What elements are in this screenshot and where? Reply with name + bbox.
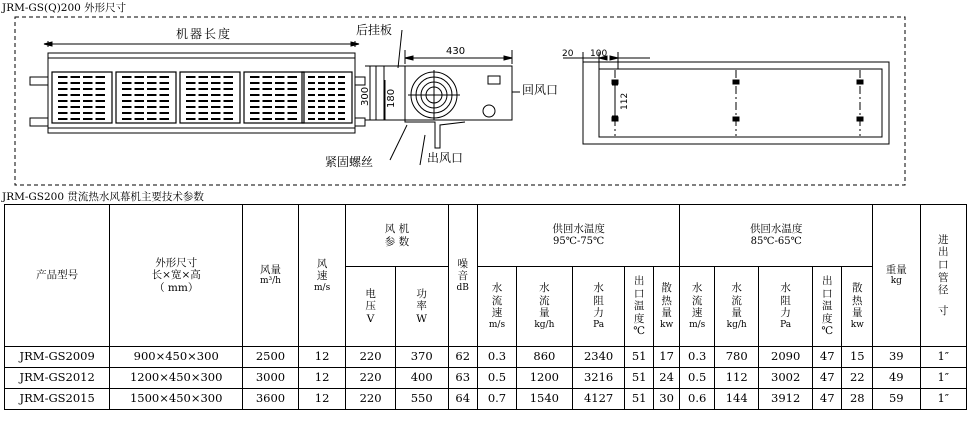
header-g1-heat-dissipation: 散 热 量 kw bbox=[653, 267, 679, 347]
label-machine-length: 机器长度 bbox=[176, 27, 233, 41]
spec-table bbox=[4, 204, 967, 410]
cell-g2-outlet-temp: 47 bbox=[813, 389, 842, 410]
header-model: 产品型号 bbox=[5, 205, 110, 347]
cell-noise: 64 bbox=[448, 389, 477, 410]
cell-g2-flow: 780 bbox=[715, 347, 759, 368]
cell-g1-resistance: 2340 bbox=[572, 347, 625, 368]
header-g2-water-velocity: 水 流 速 m/s bbox=[680, 267, 715, 347]
cell-model: JRM-GS2012 bbox=[5, 368, 110, 389]
header-group-85-65: 供回水温度 85℃-65℃ bbox=[680, 205, 873, 267]
label-outlet: 出风口 bbox=[427, 151, 464, 165]
header-voltage: 电 压 V bbox=[346, 267, 396, 347]
cell-g2-resistance: 3912 bbox=[759, 389, 813, 410]
cell-size: 1500×450×300 bbox=[110, 389, 243, 410]
cell-pipe: 1″ bbox=[920, 389, 967, 410]
header-g2-water-resistance: 水 阻 力 Pa bbox=[759, 267, 813, 347]
dim-300: 300 bbox=[360, 86, 371, 106]
drawing-caption: JRM-GS(Q)200 外形尺寸 bbox=[2, 2, 127, 14]
cell-weight: 49 bbox=[873, 368, 920, 389]
dim-100: 100 bbox=[590, 49, 608, 59]
cell-voltage: 220 bbox=[346, 347, 396, 368]
cell-g2-velocity: 0.6 bbox=[680, 389, 715, 410]
cell-g2-resistance: 3002 bbox=[759, 368, 813, 389]
header-g2-outlet-temp: 出 口 温 度 ℃ bbox=[813, 267, 842, 347]
cell-speed: 12 bbox=[298, 347, 345, 368]
cell-g2-velocity: 0.3 bbox=[680, 347, 715, 368]
label-back-plate: 后挂板 bbox=[356, 23, 393, 37]
header-fan-params: 风 机 参 数 bbox=[346, 205, 448, 267]
cell-airflow: 2500 bbox=[243, 347, 299, 368]
cell-power: 400 bbox=[395, 368, 448, 389]
dim-430: 430 bbox=[446, 46, 466, 57]
cell-model: JRM-GS2009 bbox=[5, 347, 110, 368]
dim-180: 180 bbox=[386, 88, 397, 108]
cell-g1-flow: 860 bbox=[516, 347, 572, 368]
cell-speed: 12 bbox=[298, 368, 345, 389]
cell-g1-outlet-temp: 51 bbox=[625, 347, 653, 368]
cell-pipe: 1″ bbox=[920, 347, 967, 368]
cell-weight: 39 bbox=[873, 347, 920, 368]
cell-g1-outlet-temp: 51 bbox=[625, 389, 653, 410]
cell-g1-velocity: 0.3 bbox=[477, 347, 516, 368]
top-view bbox=[563, 52, 889, 144]
table-row bbox=[5, 368, 967, 389]
cell-airflow: 3000 bbox=[243, 368, 299, 389]
cell-g1-resistance: 3216 bbox=[572, 368, 625, 389]
header-g2-water-flow: 水 流 量 kg/h bbox=[715, 267, 759, 347]
dim-20: 20 bbox=[562, 49, 574, 59]
cell-noise: 62 bbox=[448, 347, 477, 368]
cell-g2-heat: 28 bbox=[842, 389, 873, 410]
header-g1-water-flow: 水 流 量 kg/h bbox=[516, 267, 572, 347]
cell-voltage: 220 bbox=[346, 368, 396, 389]
cell-g2-velocity: 0.5 bbox=[680, 368, 715, 389]
cell-g1-outlet-temp: 51 bbox=[625, 368, 653, 389]
header-size: 外形尺寸 长×宽×高 （ mm） bbox=[110, 205, 243, 347]
header-weight: 重量 kg bbox=[873, 205, 920, 347]
cell-pipe: 1″ bbox=[920, 368, 967, 389]
cell-weight: 59 bbox=[873, 389, 920, 410]
cell-power: 370 bbox=[395, 347, 448, 368]
cell-g2-heat: 22 bbox=[842, 368, 873, 389]
cell-g1-velocity: 0.7 bbox=[477, 389, 516, 410]
header-g1-outlet-temp: 出 口 温 度 ℃ bbox=[625, 267, 653, 347]
cell-g1-resistance: 4127 bbox=[572, 389, 625, 410]
cell-speed: 12 bbox=[298, 389, 345, 410]
cell-noise: 63 bbox=[448, 368, 477, 389]
label-return-air: 回风口 bbox=[522, 83, 559, 97]
header-speed: 风 速 m/s bbox=[298, 205, 345, 347]
header-power: 功 率 W bbox=[395, 267, 448, 347]
cell-g2-heat: 15 bbox=[842, 347, 873, 368]
cell-g1-flow: 1200 bbox=[516, 368, 572, 389]
header-noise: 噪 音 dB bbox=[448, 205, 477, 347]
cell-airflow: 3600 bbox=[243, 389, 299, 410]
label-fastening-screw: 紧固螺丝 bbox=[325, 155, 374, 169]
cell-g2-resistance: 2090 bbox=[759, 347, 813, 368]
header-g1-water-resistance: 水 阻 力 Pa bbox=[572, 267, 625, 347]
header-group-95-75: 供回水温度 95℃-75℃ bbox=[477, 205, 679, 267]
cell-g1-flow: 1540 bbox=[516, 389, 572, 410]
dimension-drawing bbox=[0, 0, 969, 190]
cell-size: 900×450×300 bbox=[110, 347, 243, 368]
cell-g1-heat: 30 bbox=[653, 389, 679, 410]
dim-112: 112 bbox=[620, 92, 630, 110]
table-row bbox=[5, 347, 967, 368]
cell-g2-outlet-temp: 47 bbox=[813, 368, 842, 389]
cell-size: 1200×450×300 bbox=[110, 368, 243, 389]
cell-g2-flow: 144 bbox=[715, 389, 759, 410]
table-caption: JRM-GS200 贯流热水风幕机主要技术参数 bbox=[2, 191, 204, 203]
cell-g2-flow: 112 bbox=[715, 368, 759, 389]
cell-g1-heat: 24 bbox=[653, 368, 679, 389]
cell-g1-heat: 17 bbox=[653, 347, 679, 368]
cell-g2-outlet-temp: 47 bbox=[813, 347, 842, 368]
header-pipe: 进 出 口 管 径 寸 bbox=[920, 205, 967, 347]
header-g2-heat-dissipation: 散 热 量 kw bbox=[842, 267, 873, 347]
cell-power: 550 bbox=[395, 389, 448, 410]
header-g1-water-velocity: 水 流 速 m/s bbox=[477, 267, 516, 347]
cell-g1-velocity: 0.5 bbox=[477, 368, 516, 389]
cell-model: JRM-GS2015 bbox=[5, 389, 110, 410]
cell-voltage: 220 bbox=[346, 389, 396, 410]
table-row bbox=[5, 389, 967, 410]
header-airflow: 风量 m³/h bbox=[243, 205, 299, 347]
